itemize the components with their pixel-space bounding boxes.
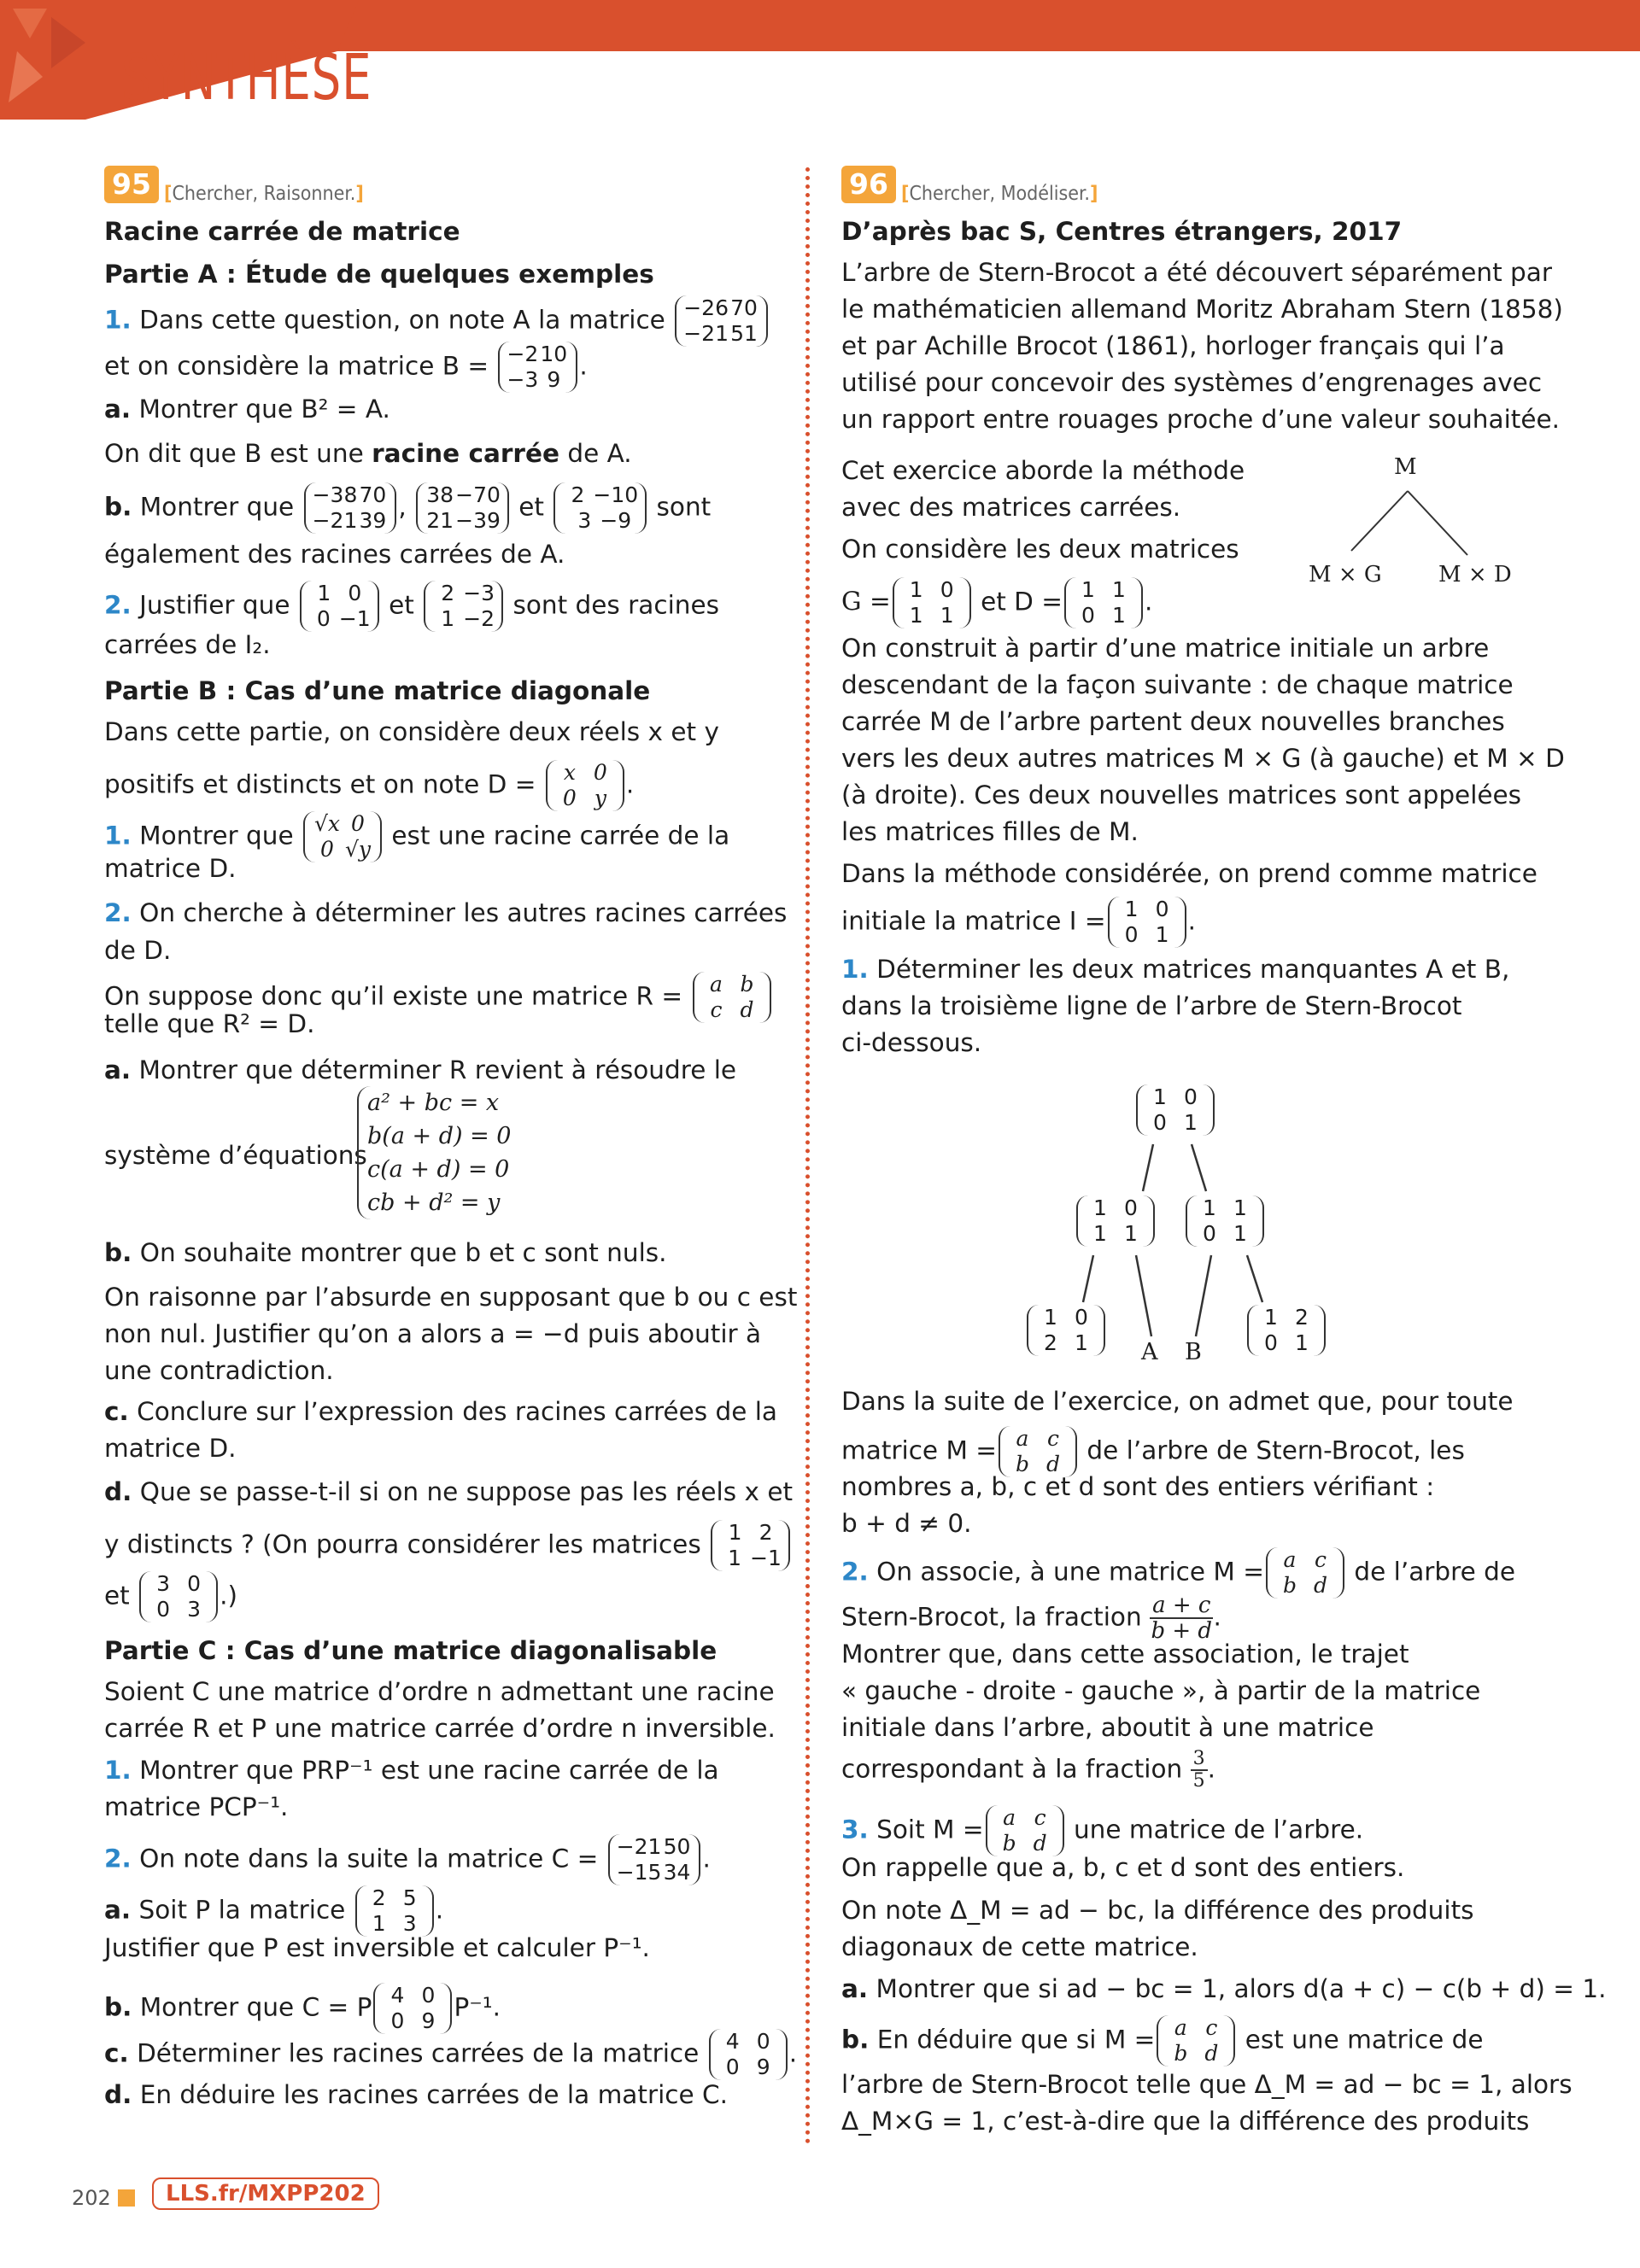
question-3b: b. En déduire que si M = a c b d est une matrice de [841, 2015, 1484, 2066]
text-line: dans la troisième ligne de l’arbre de Stern-Brocot [841, 991, 1462, 1020]
text-line: b + d ≠ 0. [841, 1509, 972, 1538]
question-c2c: c. Déterminer les racines carrées de la matrice 4 0 0 9 . [104, 2029, 798, 2079]
part-b-intro-2: positifs et distincts et on note D = x 0 0 y . [104, 760, 635, 810]
text-line: non nul. Justifier qu’on a alors a = −d puis aboutir à [104, 1319, 762, 1348]
question-a2-end: carrées de I₂. [104, 630, 271, 659]
header-bar [337, 0, 1640, 51]
question-b2-sup: On suppose donc qu’il existe une matrice R = a b c d [104, 972, 773, 1023]
text-line: Dans la suite de l’exercice, on admet que, pour toute [841, 1387, 1514, 1416]
text-line: avec des matrices carrées. [841, 493, 1181, 522]
question-a1b-end: également des racines carrées de A. [104, 540, 565, 569]
text-line: initiale dans l’arbre, aboutit à une matrice [841, 1713, 1374, 1742]
exercise-skills: [Chercher, Modéliser.] [901, 183, 1098, 205]
equation-system: a² + bc = x b(a + d) = 0 c(a + d) = 0 cb + d² = y [357, 1086, 512, 1219]
tree-left-left-matrix: 1 0 2 1 [1025, 1305, 1107, 1356]
text-line: (à droite). Ces deux nouvelles matrices sont appelées [841, 780, 1522, 810]
text-line: carrée M de l’arbre partent deux nouvelles branches [841, 707, 1505, 736]
text-line: un rapport entre rouages proche d’une valeur souhaitée. [841, 405, 1561, 434]
question-c2: 2. On note dans la suite la matrice C = −2150 −1534 . [104, 1834, 711, 1885]
exercise-title: Racine carrée de matrice [104, 217, 460, 246]
page-title: SYNTHÈSE [121, 41, 372, 114]
question-b1-end: matrice D. [104, 854, 237, 883]
question-2-fraction: Stern-Brocot, la fraction $\frac{a + c}{b + d}$ . [841, 1593, 1221, 1644]
text-line: matrice D. [104, 1434, 237, 1463]
text-line: diagonaux de cette matrice. [841, 1932, 1198, 1961]
page-number: 202 [72, 2186, 111, 2210]
tree-node-b: B [1185, 1339, 1202, 1365]
footer-link[interactable]: LLS.fr/MXPP202 [152, 2177, 379, 2210]
text-line: On rappelle que a, b, c et d sont des entiers. [841, 1853, 1405, 1882]
matrix-m-line: matrice M = a c b d de l’arbre de Stern-Brocot, les [841, 1426, 1465, 1476]
small-tree-right: M × D [1438, 562, 1512, 587]
question-c2d: d. En déduire les racines carrées de la matrice C. [104, 2080, 728, 2109]
footer-square [118, 2189, 135, 2207]
question-3: 3. Soit M = a c b d une matrice de l’arbre. [841, 1805, 1364, 1856]
question-b1: 1. Montrer que √x 0 0 √y est une racine carrée de la [104, 811, 730, 862]
text-line: Montrer que, dans cette association, le trajet [841, 1640, 1409, 1669]
matrices-g-d: G = 1 0 1 1 et D = 1 1 0 1 . [841, 577, 1153, 628]
text-line: les matrices filles de M. [841, 817, 1139, 846]
question-b2-sup2: telle que R² = D. [104, 1009, 315, 1038]
question-2-end: correspondant à la fraction $\frac{3}{5}$ . [841, 1748, 1215, 1792]
text-line: matrice PCP⁻¹. [104, 1792, 289, 1821]
question-b2d-2: y distincts ? (On pourra considérer les matrices 1 2 1 −1 [104, 1520, 792, 1571]
text-line: descendant de la façon suivante : de chaque matrice [841, 670, 1514, 699]
question-2: 2. On associe, à une matrice M = a c b d de l’arbre de [841, 1547, 1516, 1598]
text-line: On note Δ_M = ad − bc, la différence des produits [841, 1896, 1474, 1925]
question-b2a: a. Montrer que déterminer R revient à résoudre le [104, 1055, 737, 1084]
text-line: Justifier que P est inversible et calculer P⁻¹. [104, 1933, 650, 1962]
question-b2d-3: et 3 0 0 3 .) [104, 1571, 237, 1622]
exercise-title: D’après bac S, Centres étrangers, 2017 [841, 217, 1403, 246]
small-tree-lines [1298, 482, 1486, 568]
text-line: et par Achille Brocot (1861), horloger français qui l’a [841, 331, 1505, 360]
definition: On dit que B est une racine carrée de A. [104, 439, 632, 468]
question-a1b: b. Montrer que −3870 −2139 , 38−70 21−39 et 2 −10 3 −9 sont [104, 482, 712, 533]
text-line: « gauche - droite - gauche », à partir de la matrice [841, 1676, 1481, 1705]
question-a1: 1. Dans cette question, on note A la matrice −2670 −2151 [104, 295, 770, 347]
part-c-heading: Partie C : Cas d’une matrice diagonalisable [104, 1636, 718, 1665]
text-line: carrée R et P une matrice carrée d’ordre n inversible. [104, 1714, 776, 1743]
text-line: Dans la méthode considérée, on prend comme matrice [841, 859, 1538, 888]
question-a1a: a. Montrer que B² = A. [104, 395, 390, 424]
text-line: le mathématicien allemand Moritz Abraham Stern (1858) [841, 295, 1563, 324]
tree-root-matrix: 1 0 0 1 [1134, 1084, 1216, 1136]
tree-node-a: A [1141, 1339, 1158, 1365]
text-line: ci-dessous. [841, 1028, 982, 1057]
tree-right-right-matrix: 1 2 0 1 [1245, 1305, 1327, 1356]
text-line: l’arbre de Stern-Brocot telle que Δ_M = ad − bc = 1, alors [841, 2070, 1573, 2099]
text-line: utilisé pour concevoir des systèmes d’engrenages avec [841, 368, 1543, 397]
question-b2d: d. Que se passe-t-il si on ne suppose pas les réels x et [104, 1477, 794, 1506]
question-c2b: b. Montrer que C = P 4 0 0 9 P⁻¹. [104, 1983, 501, 2033]
text-line: nombres a, b, c et d sont des entiers vérifiant : [841, 1472, 1435, 1501]
text-line: vers les deux autres matrices M × G (à gauche) et M × D [841, 744, 1565, 773]
question-b2-2: de D. [104, 936, 172, 965]
part-b-heading: Partie B : Cas d’une matrice diagonale [104, 676, 651, 705]
text-line: L’arbre de Stern-Brocot a été découvert séparément par [841, 258, 1552, 287]
question-c2a: a. Soit P la matrice 2 5 1 3 . [104, 1885, 444, 1936]
small-tree-root: M [1394, 454, 1417, 480]
part-a-heading: Partie A : Étude de quelques exemples [104, 260, 654, 289]
matrix-b: −210 −3 9 [498, 342, 577, 393]
question-1: 1. Déterminer les deux matrices manquantes A et B, [841, 955, 1510, 984]
question-b2: 2. On cherche à déterminer les autres racines carrées [104, 898, 788, 927]
text-line: On raisonne par l’absurde en supposant que b ou c est [104, 1283, 798, 1312]
tree-left-matrix: 1 0 1 1 [1075, 1195, 1157, 1247]
column-divider [805, 167, 810, 2145]
text-line: Soient C une matrice d’ordre n admettant une racine [104, 1677, 775, 1706]
question-3a: a. Montrer que si ad − bc = 1, alors d(a + c) − c(b + d) = 1. [841, 1974, 1607, 2003]
part-b-intro: Dans cette partie, on considère deux réels x et y [104, 717, 719, 746]
exercise-skills: [Chercher, Raisonner.] [164, 183, 364, 205]
exercise-number: 96 [841, 166, 896, 203]
question-b2c: c. Conclure sur l’expression des racines carrées de la [104, 1397, 777, 1426]
question-a1-b: et on considère la matrice B = −210 −3 9 . [104, 342, 588, 392]
question-c1: 1. Montrer que PRP⁻¹ est une racine carrée de la [104, 1756, 719, 1785]
initial-matrix: initiale la matrice I = 1 0 0 1 . [841, 897, 1196, 947]
text-line: une contradiction. [104, 1356, 334, 1385]
tree-right-matrix: 1 1 0 1 [1184, 1195, 1266, 1247]
text-line: On construit à partir d’une matrice initiale un arbre [841, 634, 1490, 663]
question-a2: 2. Justifier que 1 0 0 −1 et 2 −3 1 −2 sont des racines [104, 581, 719, 631]
text-line: On considère les deux matrices [841, 535, 1239, 564]
text-line: Δ_M×G = 1, c’est-à-dire que la différence des produits [841, 2107, 1530, 2136]
matrix-a: −2670 −2151 [675, 295, 768, 347]
exercise-number: 95 [104, 166, 159, 203]
question-b2b: b. On souhaite montrer que b et c sont nuls. [104, 1238, 667, 1267]
system-label: système d’équations [104, 1141, 367, 1170]
small-tree-left: M × G [1309, 562, 1382, 587]
text-line: Cet exercice aborde la méthode [841, 456, 1245, 485]
